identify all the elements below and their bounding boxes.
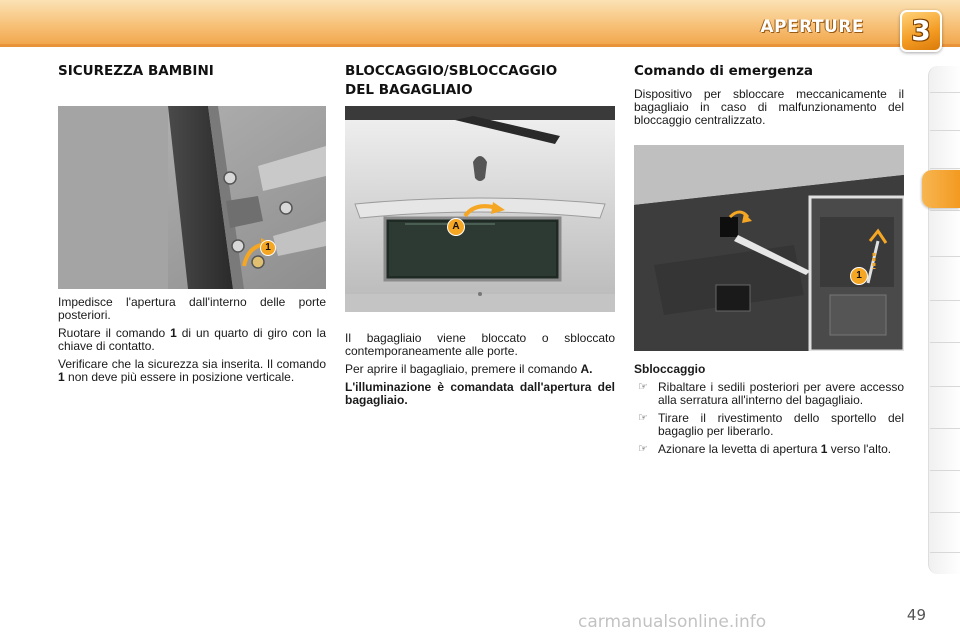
paragraph: Verificare che la sicurezza sia inserita. Il comando 1 non deve più essere in posizione verticale. xyxy=(58,357,326,384)
child-lock-title: SICUREZZA BAMBINI xyxy=(58,63,214,79)
emergency-intro xyxy=(634,88,904,132)
pointing-hand-icon: ☞ xyxy=(638,443,648,455)
paragraph: Il bagagliaio viene bloccato o sbloccato contemporaneamente alle porte. xyxy=(345,331,615,358)
chapter-tab-divider xyxy=(930,300,960,301)
list-item: ☞ Tirare il rivestimento dello sportello del bagaglio per liberarlo. xyxy=(638,411,904,438)
subheading: Sbloccaggio xyxy=(634,362,706,376)
chapter-tab-divider xyxy=(930,130,960,131)
paragraph: Ruotare il comando 1 di un quarto di giro con la chiave di contatto. xyxy=(58,326,326,353)
chapter-badge xyxy=(900,10,942,52)
trunk-lock-figure xyxy=(345,106,615,312)
callout-badge xyxy=(850,267,868,285)
paragraph: Dispositivo per sbloccare meccanicamente il bagagliaio in caso di malfunzionamento del bloccaggio centralizzato. xyxy=(634,87,904,127)
header-underline xyxy=(0,44,960,47)
chapter-tab-divider xyxy=(930,342,960,343)
trunk-lock-title: BLOCCAGGIO/SBLOCCAGGIO DEL BAGAGLIAIO xyxy=(345,63,558,98)
instruction-list xyxy=(634,381,904,456)
child-lock-figure xyxy=(58,106,326,289)
chapter-tab-active[interactable] xyxy=(922,170,960,208)
emergency-figure xyxy=(634,145,904,351)
chapter-tab-divider xyxy=(930,512,960,513)
chapter-tab-divider xyxy=(930,428,960,429)
chapter-tab-rail xyxy=(928,66,960,574)
trunk-lock-text xyxy=(345,332,615,412)
watermark: carmanualsonline.info xyxy=(578,612,767,632)
callout-label: 1 xyxy=(265,242,271,253)
chapter-number: 3 xyxy=(911,14,931,47)
chapter-tab-divider xyxy=(930,470,960,471)
pointing-hand-icon: ☞ xyxy=(638,381,648,393)
callout-badge xyxy=(447,218,465,236)
callout-label: A xyxy=(452,221,460,232)
list-item: ☞ Ribaltare i sedili posteriori per avere accesso alla serratura all'interno del bagagliaio. xyxy=(638,380,904,407)
callout-label: 1 xyxy=(856,270,862,281)
chapter-tab-divider xyxy=(930,168,960,169)
pointing-hand-icon: ☞ xyxy=(638,412,648,424)
chapter-tab-divider xyxy=(930,552,960,553)
chapter-tab-divider xyxy=(930,386,960,387)
emergency-instructions xyxy=(634,363,904,461)
emergency-title: Comando di emergenza xyxy=(634,63,814,79)
child-lock-text xyxy=(58,296,326,389)
chapter-tab-divider xyxy=(930,256,960,257)
chapter-tab-divider xyxy=(930,210,960,211)
paragraph: Impedisce l'apertura dall'interno delle porte posteriori. xyxy=(58,295,326,322)
page-number: 49 xyxy=(906,606,926,624)
chapter-tab-divider xyxy=(930,92,960,93)
callout-badge xyxy=(260,240,276,256)
paragraph: Per aprire il bagagliaio, premere il comando A. xyxy=(345,362,593,376)
list-item: ☞ Azionare la levetta di apertura 1 verso l'alto. xyxy=(638,442,892,456)
paragraph: L'illuminazione è comandata dall'apertura del bagagliaio. xyxy=(345,380,615,407)
chapter-title: APERTURE xyxy=(760,17,864,37)
